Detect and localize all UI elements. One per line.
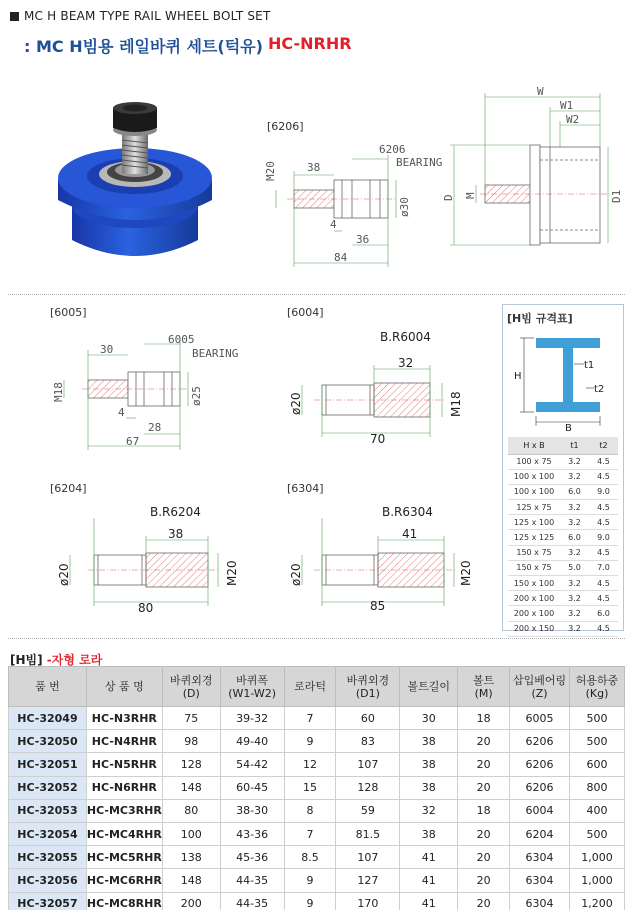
fig-t2: t2 — [594, 384, 605, 395]
column-header-label: 허용하중 — [575, 673, 619, 687]
dim-30: 30 — [100, 343, 114, 356]
spec-cell: 3.2 — [560, 576, 589, 591]
spec-cell: 125 x 125 — [508, 530, 560, 545]
table-cell: 6206 — [510, 753, 570, 776]
spec-cell: 100 x 75 — [508, 454, 560, 469]
dim-4: 4 — [118, 406, 125, 419]
drawing-6304-label: [6304] — [287, 482, 324, 495]
spec-cell: 5.0 — [560, 560, 589, 575]
table-cell: 80 — [162, 799, 220, 822]
dim-67: 67 — [126, 435, 140, 448]
table-cell: 15 — [284, 776, 336, 799]
table-row — [9, 846, 625, 869]
dim-m18: M18 — [52, 382, 65, 402]
table-cell: 128 — [162, 753, 220, 776]
item-code-cell: HC-32051 — [9, 753, 87, 776]
table-cell: 20 — [458, 892, 510, 910]
item-code-cell: HC-32052 — [9, 776, 87, 799]
table-cell: 38 — [400, 753, 458, 776]
table-cell: 75 — [162, 707, 220, 730]
spec-cell: 3.2 — [560, 500, 589, 515]
fig-h: H — [514, 371, 522, 382]
table-cell: 100 — [162, 822, 220, 845]
table-cell: 59 — [336, 799, 400, 822]
table-cell: 6206 — [510, 730, 570, 753]
table-cell: 20 — [458, 730, 510, 753]
table-cell: 41 — [400, 869, 458, 892]
table-row — [9, 730, 625, 753]
table-cell: 8 — [284, 799, 336, 822]
table-cell: 20 — [458, 846, 510, 869]
table-row — [9, 707, 625, 730]
spec-row — [508, 576, 618, 591]
drawing-6005-label: [6005] — [50, 306, 87, 319]
table-cell: 107 — [336, 846, 400, 869]
hbeam-figure — [508, 330, 620, 432]
column-header-unit: (M) — [474, 686, 493, 700]
bearing-title: B.R6204 — [150, 505, 201, 519]
spec-cell: 4.5 — [589, 576, 618, 591]
dim-28: 28 — [148, 421, 162, 434]
product-header-row — [9, 667, 625, 707]
table-cell: 1,000 — [569, 846, 624, 869]
table-cell: 500 — [569, 707, 624, 730]
table-row — [9, 869, 625, 892]
dim-m20: M20 — [264, 161, 277, 181]
column-header — [162, 667, 220, 707]
table-cell: 18 — [458, 799, 510, 822]
spec-row — [508, 469, 618, 484]
spec-header-t1: t1 — [560, 437, 589, 454]
item-name-cell: HC-MC4RHR — [86, 822, 162, 845]
column-header — [510, 667, 570, 707]
table-cell: 20 — [458, 753, 510, 776]
table-cell: 6005 — [510, 707, 570, 730]
column-header-unit: (Z) — [531, 686, 548, 700]
spec-cell: 3.2 — [560, 515, 589, 530]
section-title-bracket: [H빔] — [10, 653, 43, 667]
column-header — [569, 667, 624, 707]
spec-cell: 3.2 — [560, 469, 589, 484]
spec-row — [508, 530, 618, 545]
english-title: MC H BEAM TYPE RAIL WHEEL BOLT SET — [24, 9, 271, 23]
table-row — [9, 822, 625, 845]
column-header — [400, 667, 458, 707]
spec-cell: 3.2 — [560, 621, 589, 636]
table-cell: 6304 — [510, 846, 570, 869]
column-header-label: 바퀴폭 — [236, 673, 269, 687]
spec-cell: 4.5 — [589, 469, 618, 484]
spec-row — [508, 621, 618, 636]
column-header — [336, 667, 400, 707]
dim-phi20: ø20 — [289, 392, 303, 415]
dim-m18: M18 — [449, 391, 463, 417]
drawing-6005 — [48, 330, 263, 455]
column-header-unit: (Kg) — [585, 686, 609, 700]
item-code-cell: HC-32050 — [9, 730, 87, 753]
spec-cell: 4.5 — [589, 621, 618, 636]
dim-32: 32 — [398, 356, 414, 370]
table-cell: 9 — [284, 892, 336, 910]
column-header — [458, 667, 510, 707]
column-header-label: 상 품 명 — [104, 680, 144, 693]
column-header-label: 바퀴외경 — [169, 673, 213, 687]
table-cell: 98 — [162, 730, 220, 753]
dim-w2: W2 — [566, 113, 580, 126]
spec-cell: 3.2 — [560, 454, 589, 469]
product-code: HC-NRHR — [268, 34, 352, 53]
drawing-6004-label: [6004] — [287, 306, 324, 319]
table-cell: 8.5 — [284, 846, 336, 869]
spec-cell: 125 x 100 — [508, 515, 560, 530]
column-header-label: 로라턱 — [294, 680, 326, 693]
spec-header-hxb: H x B — [508, 437, 560, 454]
table-cell: 500 — [569, 730, 624, 753]
dim-w1: W1 — [560, 99, 574, 112]
table-cell: 400 — [569, 799, 624, 822]
table-cell: 6204 — [510, 822, 570, 845]
spec-cell: 9.0 — [589, 530, 618, 545]
table-cell: 38 — [400, 776, 458, 799]
table-cell: 800 — [569, 776, 624, 799]
table-cell: 38 — [400, 730, 458, 753]
spec-cell: 150 x 75 — [508, 545, 560, 560]
dim-phi25: ø25 — [190, 386, 203, 406]
item-name-cell: HC-MC5RHR — [86, 846, 162, 869]
table-cell: 107 — [336, 753, 400, 776]
table-cell: 44-35 — [220, 869, 284, 892]
table-cell: 32 — [400, 799, 458, 822]
table-cell: 138 — [162, 846, 220, 869]
table-row — [9, 799, 625, 822]
dim-phi20: ø20 — [57, 563, 71, 586]
spec-row — [508, 560, 618, 575]
dim-84: 84 — [334, 251, 348, 264]
spec-cell: 150 x 75 — [508, 560, 560, 575]
bearing-title: B.R6304 — [382, 505, 433, 519]
table-cell: 9 — [284, 730, 336, 753]
product-table — [8, 666, 625, 910]
table-cell: 200 — [162, 892, 220, 910]
drawing-6304 — [284, 500, 484, 620]
dim-m20: M20 — [225, 560, 239, 586]
dim-d: D — [442, 194, 455, 201]
spec-row — [508, 484, 618, 499]
drawing-6204-label: [6204] — [50, 482, 87, 495]
dim-41: 41 — [402, 527, 418, 541]
fig-b: B — [565, 423, 572, 432]
korean-title: : MC H빔용 레일바퀴 세트(턱유) — [24, 37, 263, 56]
table-cell: 45-36 — [220, 846, 284, 869]
table-cell: 128 — [336, 776, 400, 799]
column-header — [284, 667, 336, 707]
table-cell: 60-45 — [220, 776, 284, 799]
dim-6206: 6206 — [379, 143, 406, 156]
spec-row — [508, 606, 618, 621]
spec-cell: 3.2 — [560, 545, 589, 560]
table-cell: 148 — [162, 869, 220, 892]
drawing-6206-label: [6206] — [267, 120, 304, 133]
column-header-label: 볼트 — [473, 673, 495, 687]
spec-cell: 100 x 100 — [508, 469, 560, 484]
spec-row — [508, 591, 618, 606]
table-cell: 170 — [336, 892, 400, 910]
spec-cell: 3.2 — [560, 591, 589, 606]
table-cell: 12 — [284, 753, 336, 776]
table-cell: 6304 — [510, 892, 570, 910]
table-cell: 6004 — [510, 799, 570, 822]
item-code-cell: HC-32053 — [9, 799, 87, 822]
table-cell: 30 — [400, 707, 458, 730]
table-cell: 20 — [458, 822, 510, 845]
item-name-cell: HC-MC8RHR — [86, 892, 162, 910]
spec-cell: 6.0 — [589, 606, 618, 621]
table-cell: 6304 — [510, 869, 570, 892]
item-name-cell: HC-MC3RHR — [86, 799, 162, 822]
hbeam-spec-title: [H빔 규격표] — [507, 312, 573, 325]
section-divider — [8, 294, 625, 295]
table-cell: 44-35 — [220, 892, 284, 910]
spec-cell: 4.5 — [589, 500, 618, 515]
dim-m20: M20 — [459, 560, 473, 586]
item-code-cell: HC-32056 — [9, 869, 87, 892]
item-name-cell: HC-N5RHR — [86, 753, 162, 776]
column-header-label: 삽입베어링 — [512, 673, 567, 687]
spec-cell: 4.5 — [589, 545, 618, 560]
column-header — [220, 667, 284, 707]
item-name-cell: HC-MC6RHR — [86, 869, 162, 892]
spec-row — [508, 454, 618, 469]
item-name-cell: HC-N3RHR — [86, 707, 162, 730]
dim-bearing: BEARING — [192, 347, 239, 360]
dim-80: 80 — [138, 601, 154, 615]
spec-cell: 100 x 100 — [508, 484, 560, 499]
table-row — [9, 892, 625, 910]
column-header-unit: (W1-W2) — [228, 686, 277, 700]
table-cell: 41 — [400, 892, 458, 910]
table-cell: 1,000 — [569, 869, 624, 892]
table-cell: 60 — [336, 707, 400, 730]
table-cell: 18 — [458, 707, 510, 730]
spec-cell: 200 x 100 — [508, 606, 560, 621]
column-header-label: 바퀴외경 — [346, 673, 390, 687]
table-cell: 81.5 — [336, 822, 400, 845]
table-cell: 83 — [336, 730, 400, 753]
table-cell: 38-30 — [220, 799, 284, 822]
column-header — [9, 667, 87, 707]
section-title-type: -자형 로라 — [42, 653, 103, 667]
dim-bearing: BEARING — [396, 156, 443, 169]
spec-header-row — [508, 437, 618, 454]
drawing-6204 — [48, 500, 258, 620]
hbeam-spec-table — [508, 437, 618, 637]
spec-cell: 6.0 — [560, 530, 589, 545]
table-cell: 54-42 — [220, 753, 284, 776]
column-header-label: 품 번 — [35, 680, 60, 693]
table-cell: 20 — [458, 776, 510, 799]
table-cell: 500 — [569, 822, 624, 845]
table-cell: 127 — [336, 869, 400, 892]
table-cell: 6206 — [510, 776, 570, 799]
spec-header-t2: t2 — [589, 437, 618, 454]
dim-38: 38 — [307, 161, 321, 174]
table-cell: 43-36 — [220, 822, 284, 845]
spec-row — [508, 500, 618, 515]
side-view-drawing — [440, 85, 625, 275]
dim-70: 70 — [370, 432, 386, 446]
dim-w: W — [537, 85, 544, 98]
spec-cell: 200 x 150 — [508, 621, 560, 636]
table-cell: 600 — [569, 753, 624, 776]
spec-row — [508, 545, 618, 560]
dim-m: M — [464, 192, 477, 199]
column-header — [86, 667, 162, 707]
dim-4: 4 — [330, 218, 337, 231]
drawing-6004 — [284, 325, 484, 450]
table-cell: 41 — [400, 846, 458, 869]
column-header-label: 볼트길이 — [407, 680, 451, 693]
spec-cell: 9.0 — [589, 484, 618, 499]
table-row — [9, 776, 625, 799]
dim-6005: 6005 — [168, 333, 195, 346]
item-code-cell: HC-32049 — [9, 707, 87, 730]
product-photo — [50, 100, 220, 265]
item-name-cell: HC-N4RHR — [86, 730, 162, 753]
table-cell: 49-40 — [220, 730, 284, 753]
table-cell: 1,200 — [569, 892, 624, 910]
table-cell: 7 — [284, 822, 336, 845]
fig-t1: t1 — [584, 360, 595, 371]
spec-cell: 4.5 — [589, 515, 618, 530]
dim-85: 85 — [370, 599, 386, 613]
item-code-cell: HC-32054 — [9, 822, 87, 845]
bearing-title: B.R6004 — [380, 330, 431, 344]
table-cell: 38 — [400, 822, 458, 845]
spec-cell: 6.0 — [560, 484, 589, 499]
spec-cell: 4.5 — [589, 454, 618, 469]
table-row — [9, 753, 625, 776]
dim-38: 38 — [168, 527, 184, 541]
column-header-unit: (D1) — [355, 686, 380, 700]
table-cell: 9 — [284, 869, 336, 892]
item-code-cell: HC-32055 — [9, 846, 87, 869]
item-code-cell: HC-32057 — [9, 892, 87, 910]
table-cell: 39-32 — [220, 707, 284, 730]
spec-cell: 200 x 100 — [508, 591, 560, 606]
spec-cell: 3.2 — [560, 606, 589, 621]
spec-cell: 125 x 75 — [508, 500, 560, 515]
dim-phi30: ø30 — [398, 197, 411, 217]
spec-cell: 150 x 100 — [508, 576, 560, 591]
spec-cell: 4.5 — [589, 591, 618, 606]
dim-d1: D1 — [610, 189, 623, 203]
table-cell: 20 — [458, 869, 510, 892]
table-cell: 148 — [162, 776, 220, 799]
dim-phi20: ø20 — [289, 563, 303, 586]
spec-cell: 7.0 — [589, 560, 618, 575]
dim-36: 36 — [356, 233, 370, 246]
header-bullet — [10, 12, 19, 21]
table-cell: 7 — [284, 707, 336, 730]
section-divider-2 — [8, 638, 625, 639]
spec-row — [508, 515, 618, 530]
column-header-unit: (D) — [182, 686, 200, 700]
item-name-cell: HC-N6RHR — [86, 776, 162, 799]
